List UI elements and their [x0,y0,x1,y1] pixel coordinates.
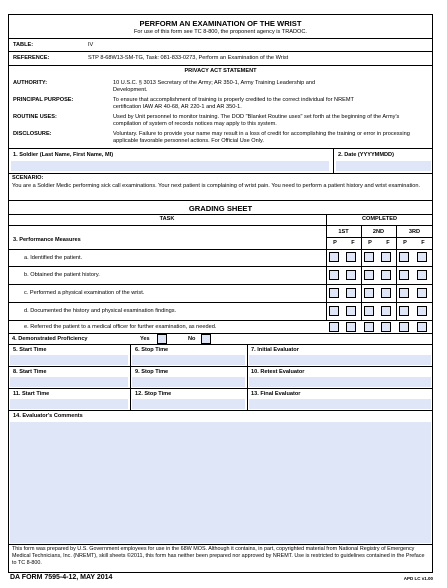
disclosure-label: DISCLOSURE: [13,131,52,137]
disclosure-text: Voluntary. Failure to provide your name may result in a loss of credit for accomplishing the training or error in processing applicable favorable personnel actions. For Official Use Only. [113,131,410,144]
date-field[interactable] [336,161,431,171]
divider [8,344,433,345]
checkbox-b-2nd-pass[interactable] [364,270,374,280]
checkbox-e-2nd-fail[interactable] [381,322,391,332]
reference-value: STP 8-68W13-SM-TG, Task: 081-833-0273, Perform an Examination of the Wrist [88,55,289,61]
attempt-1st: 1ST [338,229,349,235]
divider [396,225,397,321]
authority-label: AUTHORITY: [13,80,48,86]
reference-label: REFERENCE: [13,55,50,61]
purpose-text: To ensure that accomplishment of training is properly credited to the correct individual for NREMT certification IAW AR 40-68, AR 220-1 and AR 350-1. [113,97,354,110]
proficiency-label: 4. Demonstrated Proficiency [12,336,88,342]
pf-label: P [368,240,372,246]
checkbox-d-1st-pass[interactable] [329,306,339,316]
stop-time-3-label: 12. Stop Time [135,391,172,397]
measure-item: e. Referred the patient to a medical officer for further examination, as needed. [24,324,217,330]
soldier-label: 1. Soldier (Last Name, First Name, MI) [13,152,114,158]
pf-label: P [333,240,337,246]
checkbox-b-2nd-fail[interactable] [381,270,391,280]
scenario-label: SCENARIO: [12,175,44,181]
divider [8,302,433,303]
scenario-text: You are a Soldier Medic performing sick call examinations. Your next patient is complaining of wrist pain. You need to perform a patient history and wrist examination. [12,183,421,189]
grading-title: GRADING SHEET [188,204,253,213]
date-label: 2. Date (YYYYMMDD) [338,152,394,158]
checkbox-d-2nd-pass[interactable] [364,306,374,316]
divider [326,237,433,238]
attempt-2nd: 2ND [372,229,385,235]
checkbox-d-2nd-fail[interactable] [381,306,391,316]
checkbox-a-2nd-fail[interactable] [381,252,391,262]
checkbox-a-3rd-fail[interactable] [417,252,427,262]
divider [8,266,433,267]
authority-text: 10 U.S.C. § 3013 Secretary of the Army; AR 350-1, Army Training Leadership and Development. [113,80,316,93]
final-evaluator-field[interactable] [249,399,431,409]
checkbox-e-2nd-pass[interactable] [364,322,374,332]
version-label: APD LC v1.00 [403,576,433,581]
final-evaluator-label: 13. Final Evaluator [251,391,301,397]
checkbox-b-3rd-pass[interactable] [399,270,409,280]
divider [130,344,131,410]
checkbox-c-3rd-fail[interactable] [417,288,427,298]
divider [8,366,433,367]
checkbox-b-3rd-fail[interactable] [417,270,427,280]
routine-text: Used by Unit personnel to monitor training. The DOD "Blanket Routine uses" set forth at the beginning of the Army's compilation of system of records notices may apply to this system. [113,114,400,127]
stop-time-2-field[interactable] [132,377,245,387]
checkbox-a-1st-pass[interactable] [329,252,339,262]
pf-label: F [386,240,390,246]
pf-label: F [351,240,355,246]
checkbox-c-1st-fail[interactable] [346,288,356,298]
checkbox-b-1st-fail[interactable] [346,270,356,280]
divider [8,148,433,149]
stop-time-3-field[interactable] [132,399,245,409]
divider [8,38,433,39]
start-time-1-label: 5. Start Time [13,347,47,353]
privacy-title: PRIVACY ACT STATEMENT [184,68,257,74]
divider [8,544,433,545]
checkbox-e-1st-fail[interactable] [346,322,356,332]
table-value: IV [88,42,94,48]
checkbox-c-2nd-pass[interactable] [364,288,374,298]
checkbox-e-3rd-fail[interactable] [417,322,427,332]
divider [247,344,248,410]
stop-time-1-field[interactable] [132,355,245,365]
retest-evaluator-field[interactable] [249,377,431,387]
divider [8,51,433,52]
table-label: TABLE: [13,42,34,48]
start-time-2-label: 8. Start Time [13,369,47,375]
measure-item: d. Documented the history and physical examination findings. [24,308,177,314]
proficiency-no-label: No [188,336,196,342]
divider [8,284,433,285]
routine-label: ROUTINE USES: [13,114,57,120]
divider [8,200,433,201]
divider [8,214,433,215]
retest-evaluator-label: 10. Retest Evaluator [251,369,305,375]
initial-evaluator-label: 7. Initial Evaluator [251,347,299,353]
form-number: DA FORM 7595-4-12, MAY 2014 [10,574,113,581]
stop-time-1-label: 6. Stop Time [135,347,169,353]
divider [333,148,334,173]
soldier-name-field[interactable] [11,161,329,171]
checkbox-c-1st-pass[interactable] [329,288,339,298]
checkbox-d-3rd-fail[interactable] [417,306,427,316]
divider [8,388,433,389]
attempt-3rd: 3RD [408,229,421,235]
start-time-1-field[interactable] [10,355,128,365]
form-title: PERFORM AN EXAMINATION OF THE WRIST [139,19,302,28]
divider [8,249,433,250]
task-header: TASK [159,216,175,222]
pf-label: P [403,240,407,246]
divider [8,333,433,334]
checkbox-d-3rd-pass[interactable] [399,306,409,316]
purpose-label: PRINCIPAL PURPOSE: [13,97,74,103]
proficiency-yes-checkbox[interactable] [157,334,167,344]
comments-label: 14. Evaluator's Comments [13,413,83,419]
divider [8,65,433,66]
divider [8,320,433,321]
proficiency-yes-label: Yes [140,336,150,342]
completed-header: COMPLETED [361,216,398,222]
stop-time-2-label: 9. Stop Time [135,369,169,375]
checkbox-c-2nd-fail[interactable] [381,288,391,298]
start-time-3-field[interactable] [10,399,128,409]
divider [8,410,433,411]
divider [361,225,362,321]
checkbox-e-3rd-pass[interactable] [399,322,409,332]
divider [8,225,433,226]
checkbox-a-2nd-pass[interactable] [364,252,374,262]
checkbox-d-1st-fail[interactable] [346,306,356,316]
form-subtitle: For use of this form see TC 8-800, the proponent agency is TRADOC. [134,29,307,35]
start-time-2-field[interactable] [10,377,128,387]
checkbox-e-1st-pass[interactable] [329,322,339,332]
checkbox-b-1st-pass[interactable] [329,270,339,280]
initial-evaluator-field[interactable] [249,355,431,365]
checkbox-a-3rd-pass[interactable] [399,252,409,262]
divider [8,173,433,174]
measure-item: b. Obtained the patient history. [24,272,100,278]
checkbox-a-1st-fail[interactable] [346,252,356,262]
measures-label: 3. Performance Measures [13,237,81,243]
proficiency-no-checkbox[interactable] [201,334,211,344]
footer-note: This form was prepared by U.S. Government employees for use in the 68W MOS. Although it contains, in part, copyrighted material from National Registry of Emergency Medical Technicians, Inc. (NREMT), skill sheets ©2011, this form has neither been prepared nor approved by NREMT. Use is restricted to guidelines contained in the Preface to TC 8-800. [12,546,425,566]
checkbox-c-3rd-pass[interactable] [399,288,409,298]
measure-item: c. Performed a physical examination of the wrist. [24,290,145,296]
comments-field[interactable] [10,422,431,543]
pf-label: F [421,240,425,246]
start-time-3-label: 11. Start Time [13,391,50,397]
measure-item: a. Identified the patient. [24,255,83,261]
